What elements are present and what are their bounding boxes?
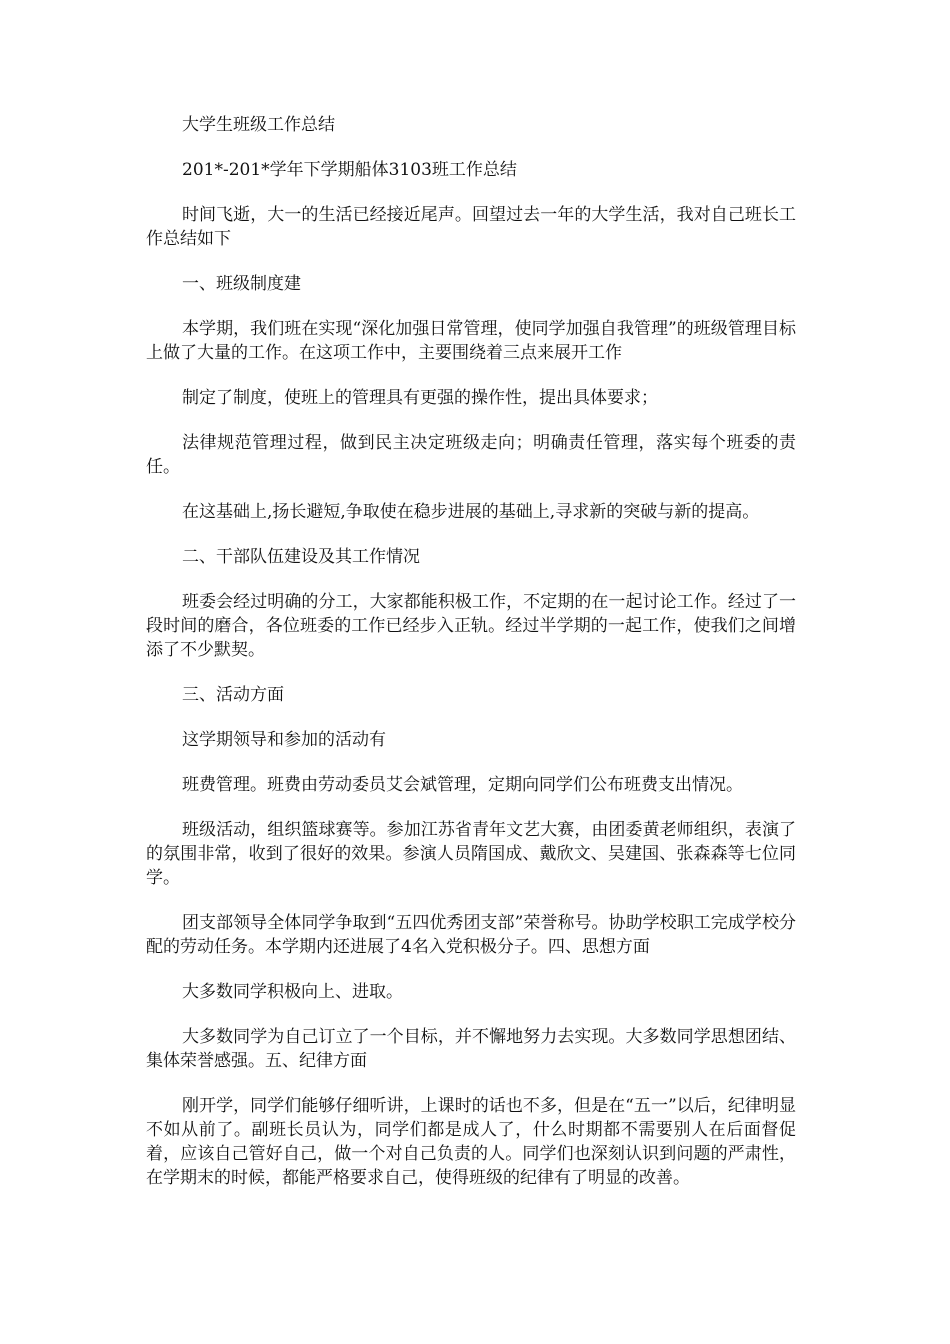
intro-paragraph: 时间飞逝，大一的生活已经接近尾声。回望过去一年的大学生活，我对自己班长工作总结如下 <box>146 205 796 249</box>
body-paragraph: 在这基础上,扬长避短,争取使在稳步进展的基础上,寻求新的突破与新的提高。 <box>182 502 760 522</box>
section-heading-2: 二、干部队伍建设及其工作情况 <box>182 547 420 567</box>
body-paragraph: 团支部领导全体同学争取到“五四优秀团支部”荣誉称号。协助学校职工完成学校分配的劳动任务。本学期内还进展了4名入党积极分子。四、思想方面 <box>146 913 796 957</box>
section-heading-3: 三、活动方面 <box>182 685 284 705</box>
document-subtitle: 201*-201*学年下学期船体3103班工作总结 <box>182 160 517 180</box>
body-paragraph: 法律规范管理过程，做到民主决定班级走向；明确责任管理，落实每个班委的责任。 <box>146 433 796 477</box>
body-paragraph: 班级活动，组织篮球赛等。参加江苏省青年文艺大赛，由团委黄老师组织，表演了的氛围非常，收到了很好的效果。参演人员隋国成、戴欣文、吴建国、张森森等七位同学。 <box>146 820 796 888</box>
section-heading-1: 一、班级制度建 <box>182 274 301 294</box>
body-paragraph: 大多数同学积极向上、进取。 <box>182 982 403 1002</box>
body-paragraph: 刚开学，同学们能够仔细听讲，上课时的话也不多，但是在“五一”以后，纪律明显不如从前了。副班长员认为，同学们都是成人了，什么时期都不需要别人在后面督促着，应该自己管好自己，做一个对自己负责的人。同学们也深刻认识到问题的严肃性，在学期末的时候，都能严格要求自己，使得班级的纪律有了明显的改善。 <box>146 1096 796 1188</box>
document-body <box>146 113 796 1211</box>
body-paragraph: 这学期领导和参加的活动有 <box>182 730 386 750</box>
body-paragraph: 班费管理。班费由劳动委员艾会斌管理，定期向同学们公布班费支出情况。 <box>182 775 743 795</box>
body-paragraph: 本学期，我们班在实现“深化加强日常管理，使同学加强自我管理”的班级管理目标上做了大量的工作。在这项工作中，主要围绕着三点来展开工作 <box>146 319 796 363</box>
body-paragraph: 班委会经过明确的分工，大家都能积极工作，不定期的在一起讨论工作。经过了一段时间的磨合，各位班委的工作已经步入正轨。经过半学期的一起工作，使我们之间增添了不少默契。 <box>146 592 796 660</box>
body-paragraph: 制定了制度，使班上的管理具有更强的操作性，提出具体要求； <box>182 388 658 408</box>
document-title: 大学生班级工作总结 <box>182 115 335 135</box>
body-paragraph: 大多数同学为自己订立了一个目标，并不懈地努力去实现。大多数同学思想团结、集体荣誉感强。五、纪律方面 <box>146 1027 796 1071</box>
